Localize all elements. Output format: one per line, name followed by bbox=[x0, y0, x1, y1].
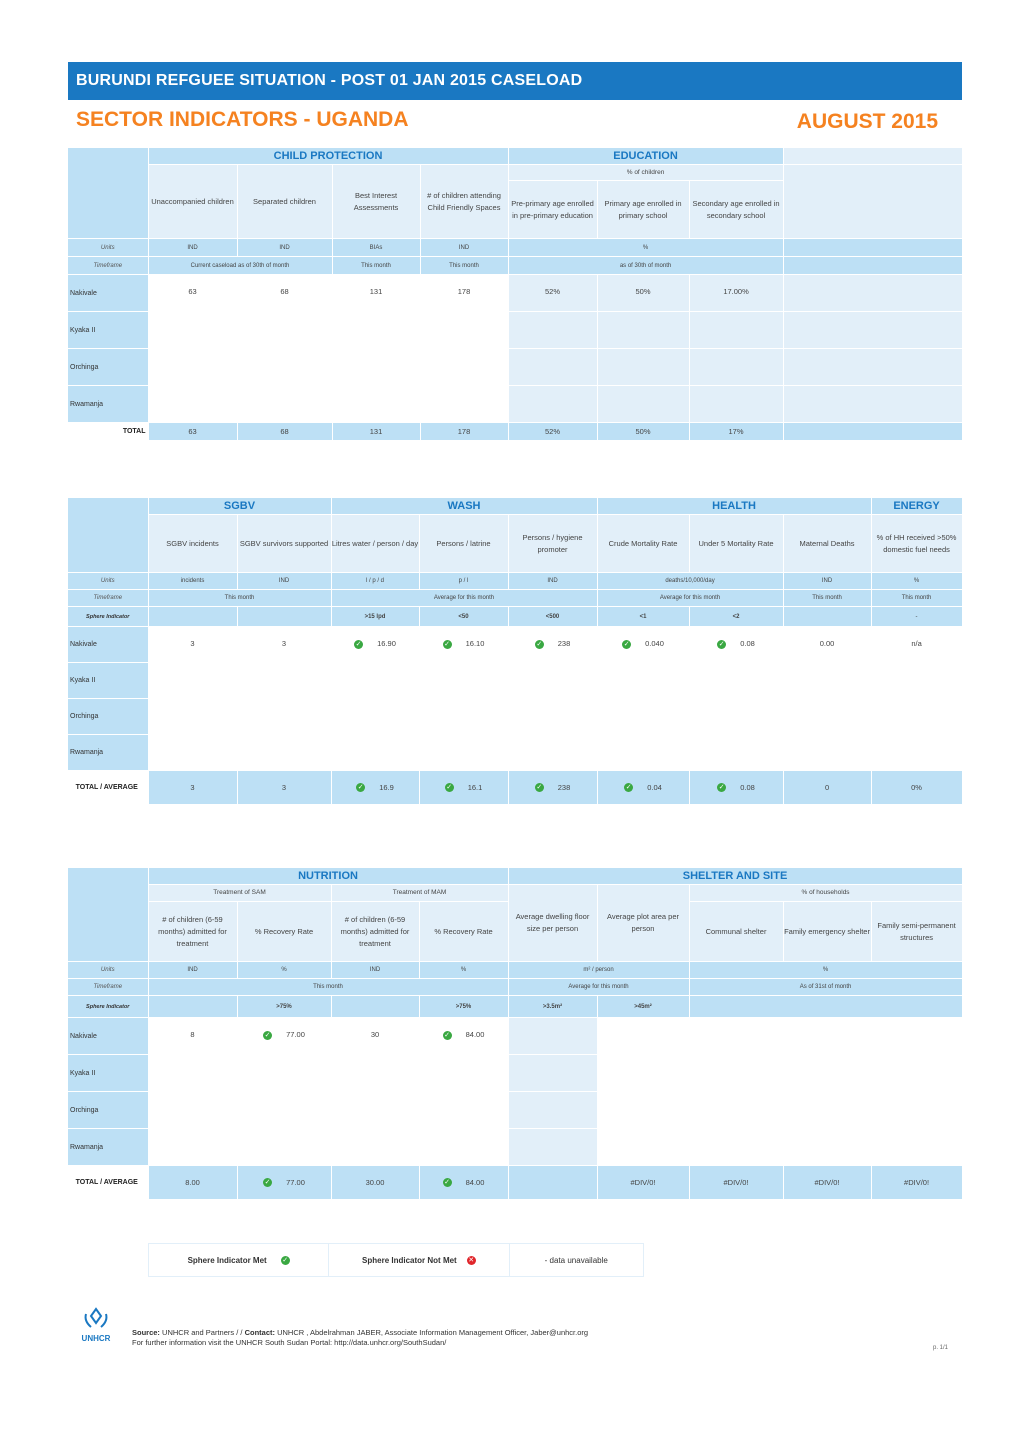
data-cell: 52% bbox=[508, 275, 597, 312]
total-cell: 3 bbox=[237, 771, 331, 805]
timeframe-cell: Average for this month bbox=[331, 590, 597, 607]
corner-cell bbox=[68, 148, 148, 239]
col-header: Family semi-permanent structures bbox=[871, 902, 962, 962]
timeframe-cell: This month bbox=[148, 590, 331, 607]
col-header: Pre-primary age enrolled in pre-primary education bbox=[508, 181, 597, 239]
col-header: Maternal Deaths bbox=[783, 515, 871, 573]
col-header: SGBV incidents bbox=[148, 515, 237, 573]
section-shelter: SHELTER AND SITE bbox=[508, 868, 962, 885]
check-icon: ✓ bbox=[623, 640, 630, 648]
report-month: AUGUST 2015 bbox=[796, 110, 938, 133]
col-header: Under 5 Mortality Rate bbox=[689, 515, 783, 573]
table-row bbox=[68, 735, 962, 771]
check-icon: ✓ bbox=[625, 784, 632, 792]
unit-cell: IND bbox=[237, 239, 332, 257]
site-label: Nakivale bbox=[68, 1018, 148, 1055]
timeframe-cell: Average for this month bbox=[597, 590, 783, 607]
check-icon: ✓ bbox=[282, 1256, 289, 1264]
table-row bbox=[68, 1092, 962, 1129]
total-label: TOTAL / AVERAGE bbox=[68, 771, 148, 805]
data-cell: 131 bbox=[332, 275, 420, 312]
sphere-cell: >75% bbox=[419, 996, 508, 1018]
section-nutrition: NUTRITION bbox=[148, 868, 508, 885]
table-row bbox=[68, 312, 962, 349]
section-education: EDUCATION bbox=[508, 148, 783, 165]
total-cell: ✓ 84.00 bbox=[419, 1166, 508, 1200]
check-icon: ✓ bbox=[446, 784, 453, 792]
table-row bbox=[68, 1055, 962, 1092]
data-cell: 63 bbox=[148, 275, 237, 312]
table-row bbox=[68, 275, 962, 312]
data-cell: 178 bbox=[420, 275, 508, 312]
site-label: Orchinga bbox=[68, 1092, 148, 1129]
total-row bbox=[68, 1166, 962, 1200]
total-label: TOTAL bbox=[68, 423, 148, 441]
total-cell: 63 bbox=[148, 423, 237, 441]
col-header: Crude Mortality Rate bbox=[597, 515, 689, 573]
check-icon: ✓ bbox=[444, 1031, 451, 1039]
table-row bbox=[68, 386, 962, 423]
col-header: # of children (6-59 months) admitted for treatment bbox=[148, 902, 237, 962]
data-cell: 3 bbox=[148, 627, 237, 663]
total-label: TOTAL / AVERAGE bbox=[68, 1166, 148, 1200]
site-label: Orchinga bbox=[68, 699, 148, 735]
col-header: # of children attending Child Friendly Spaces bbox=[420, 165, 508, 239]
table-row bbox=[68, 699, 962, 735]
nutrition-shelter-table bbox=[68, 868, 963, 1200]
table-row bbox=[68, 349, 962, 386]
edu-subheader: % of children bbox=[508, 165, 783, 181]
sphere-cell: <500 bbox=[508, 607, 597, 627]
units-label: Units bbox=[68, 573, 148, 590]
timeframe-label: Timeframe bbox=[68, 590, 148, 607]
data-cell: ✓ 84.00 bbox=[419, 1018, 508, 1055]
data-cell: ✓ 0.08 bbox=[689, 627, 783, 663]
units-label: Units bbox=[68, 239, 148, 257]
total-cell: 30.00 bbox=[331, 1166, 419, 1200]
sphere-cell: - bbox=[871, 607, 962, 627]
unit-cell: % bbox=[508, 239, 783, 257]
unit-cell: % bbox=[871, 573, 962, 590]
sphere-cell: >15 lpd bbox=[331, 607, 419, 627]
unit-cell: IND bbox=[148, 239, 237, 257]
sphere-cell: >45m² bbox=[597, 996, 689, 1018]
total-cell: ✓ 16.1 bbox=[419, 771, 508, 805]
total-cell: #DIV/0! bbox=[689, 1166, 783, 1200]
col-header: Persons / hygiene promoter bbox=[508, 515, 597, 573]
timeframe-label: Timeframe bbox=[68, 979, 148, 996]
data-cell: 50% bbox=[597, 275, 689, 312]
unit-cell: m² / person bbox=[508, 962, 689, 979]
table-row bbox=[68, 1129, 962, 1166]
legend-unavailable: - data unavailable bbox=[544, 1255, 608, 1265]
total-cell: 50% bbox=[597, 423, 689, 441]
child-education-table bbox=[68, 148, 963, 441]
timeframe-cell: This month bbox=[420, 257, 508, 275]
page-title: SECTOR INDICATORS - UGANDA bbox=[76, 108, 409, 131]
total-cell: 52% bbox=[508, 423, 597, 441]
data-cell: 3 bbox=[237, 627, 331, 663]
col-header: Unaccompanied children bbox=[148, 165, 237, 239]
timeframe-label: Timeframe bbox=[68, 257, 148, 275]
col-header: Primary age enrolled in primary school bbox=[597, 181, 689, 239]
unit-cell: l / p / d bbox=[331, 573, 419, 590]
site-label: Nakivale bbox=[68, 627, 148, 663]
timeframe-cell: as of 30th of month bbox=[508, 257, 783, 275]
section-child-protection: CHILD PROTECTION bbox=[148, 148, 508, 165]
total-cell: #DIV/0! bbox=[597, 1166, 689, 1200]
timeframe-cell: This month bbox=[783, 590, 871, 607]
data-cell: ✓ 238 bbox=[508, 627, 597, 663]
site-label: Rwamanja bbox=[68, 735, 148, 771]
col-header: Secondary age enrolled in secondary school bbox=[689, 181, 783, 239]
table-row bbox=[68, 663, 962, 699]
total-row bbox=[68, 771, 962, 805]
total-cell: 0% bbox=[871, 771, 962, 805]
cross-icon: ✕ bbox=[468, 1256, 475, 1264]
sphere-cell: >75% bbox=[237, 996, 331, 1018]
col-header: Persons / latrine bbox=[419, 515, 508, 573]
data-cell: 8 bbox=[148, 1018, 237, 1055]
unit-cell: IND bbox=[331, 962, 419, 979]
data-cell: n/a bbox=[871, 627, 962, 663]
check-icon: ✓ bbox=[444, 640, 451, 648]
check-icon: ✓ bbox=[718, 784, 725, 792]
hh-subheader: % of households bbox=[689, 885, 962, 902]
timeframe-cell: This month bbox=[148, 979, 508, 996]
site-label: Rwamanja bbox=[68, 1129, 148, 1166]
footer-text: Source: UNHCR and Partners / / Contact: UNHCR , Abdelrahman JABER, Associate Information Management Officer, Jaber@unhcr.org For further information visit the UNHCR South Sudan Portal: http://data.unhcr.org/SouthSudan/ bbox=[132, 1328, 589, 1347]
check-icon: ✓ bbox=[536, 640, 543, 648]
unhcr-emblem-icon bbox=[81, 1306, 111, 1330]
col-header: # of children (6-59 months) admitted for treatment bbox=[331, 902, 419, 962]
sphere-cell: >3.5m² bbox=[508, 996, 597, 1018]
col-header: Separated children bbox=[237, 165, 332, 239]
section-energy: ENERGY bbox=[871, 498, 962, 515]
col-header: SGBV survivors supported bbox=[237, 515, 331, 573]
table-row bbox=[68, 627, 962, 663]
mam-subheader: Treatment of MAM bbox=[331, 885, 508, 902]
total-cell: #DIV/0! bbox=[783, 1166, 871, 1200]
sphere-cell: <2 bbox=[689, 607, 783, 627]
total-cell: 0 bbox=[783, 771, 871, 805]
unit-cell: % bbox=[237, 962, 331, 979]
total-cell: 8.00 bbox=[148, 1166, 237, 1200]
timeframe-cell: As of 31st of month bbox=[689, 979, 962, 996]
unit-cell: IND bbox=[148, 962, 237, 979]
timeframe-cell: This month bbox=[871, 590, 962, 607]
total-cell: 17% bbox=[689, 423, 783, 441]
sphere-cell: <1 bbox=[597, 607, 689, 627]
units-label: Units bbox=[68, 962, 148, 979]
unit-cell: IND bbox=[508, 573, 597, 590]
data-cell: ✓ 0.040 bbox=[597, 627, 689, 663]
col-header: Average dwelling floor size per person bbox=[508, 885, 597, 962]
check-icon: ✓ bbox=[444, 1179, 451, 1187]
data-cell: 68 bbox=[237, 275, 332, 312]
total-cell: #DIV/0! bbox=[871, 1166, 962, 1200]
site-label: Kyaka II bbox=[68, 1055, 148, 1092]
unit-cell: deaths/10,000/day bbox=[597, 573, 783, 590]
total-cell: 68 bbox=[237, 423, 332, 441]
data-cell: 0.00 bbox=[783, 627, 871, 663]
section-wash: WASH bbox=[331, 498, 597, 515]
timeframe-cell: Current caseload as of 30th of month bbox=[148, 257, 332, 275]
total-cell: ✓ 0.08 bbox=[689, 771, 783, 805]
data-cell: 30 bbox=[331, 1018, 419, 1055]
site-label: Nakivale bbox=[68, 275, 148, 312]
total-cell: ✓ 16.9 bbox=[331, 771, 419, 805]
site-label: Rwamanja bbox=[68, 386, 148, 423]
check-icon: ✓ bbox=[536, 784, 543, 792]
legend-met: Sphere Indicator Met ✓ bbox=[149, 1244, 329, 1276]
col-header: Average plot area per person bbox=[597, 885, 689, 962]
legend bbox=[148, 1243, 644, 1277]
sphere-label: Sphere Indicator bbox=[68, 996, 148, 1018]
unit-cell: BIAs bbox=[332, 239, 420, 257]
col-header: Communal shelter bbox=[689, 902, 783, 962]
legend-not-met: Sphere Indicator Not Met ✕ bbox=[329, 1244, 509, 1276]
total-cell: ✓ 77.00 bbox=[237, 1166, 331, 1200]
col-header: Litres water / person / day bbox=[331, 515, 419, 573]
unit-cell: % bbox=[419, 962, 508, 979]
data-cell: ✓ 77.00 bbox=[237, 1018, 331, 1055]
unit-cell: IND bbox=[783, 573, 871, 590]
total-cell: ✓ 238 bbox=[508, 771, 597, 805]
section-sgbv: SGBV bbox=[148, 498, 331, 515]
unit-cell: IND bbox=[237, 573, 331, 590]
total-row bbox=[68, 423, 962, 441]
check-icon: ✓ bbox=[264, 1179, 271, 1187]
data-cell: ✓ 16.90 bbox=[331, 627, 419, 663]
sgbv-wash-health-energy-table bbox=[68, 498, 963, 805]
check-icon: ✓ bbox=[357, 784, 364, 792]
col-header: Family emergency shelter bbox=[783, 902, 871, 962]
total-cell: 131 bbox=[332, 423, 420, 441]
table-row bbox=[68, 1018, 962, 1055]
check-icon: ✓ bbox=[355, 640, 362, 648]
unhcr-logo: UNHCR bbox=[76, 1306, 116, 1350]
unit-cell: incidents bbox=[148, 573, 237, 590]
sam-subheader: Treatment of SAM bbox=[148, 885, 331, 902]
sphere-cell: <50 bbox=[419, 607, 508, 627]
check-icon: ✓ bbox=[264, 1031, 271, 1039]
site-label: Kyaka II bbox=[68, 312, 148, 349]
col-header: % Recovery Rate bbox=[237, 902, 331, 962]
sphere-label: Sphere Indicator bbox=[68, 607, 148, 627]
site-label: Orchinga bbox=[68, 349, 148, 386]
timeframe-cell: This month bbox=[332, 257, 420, 275]
col-header: Best Interest Assessments bbox=[332, 165, 420, 239]
total-cell: ✓ 0.04 bbox=[597, 771, 689, 805]
col-header: % of HH received >50% domestic fuel needs bbox=[871, 515, 962, 573]
timeframe-cell: Average for this month bbox=[508, 979, 689, 996]
report-banner: BURUNDI REFGUEE SITUATION - POST 01 JAN 2015 CASELOAD bbox=[68, 62, 962, 100]
col-header: % Recovery Rate bbox=[419, 902, 508, 962]
page-number: p. 1/1 bbox=[932, 1345, 948, 1351]
total-cell: 3 bbox=[148, 771, 237, 805]
data-cell: ✓ 16.10 bbox=[419, 627, 508, 663]
site-label: Kyaka II bbox=[68, 663, 148, 699]
unit-cell: % bbox=[689, 962, 962, 979]
check-icon: ✓ bbox=[718, 640, 725, 648]
total-cell: 178 bbox=[420, 423, 508, 441]
section-health: HEALTH bbox=[597, 498, 871, 515]
unit-cell: p / l bbox=[419, 573, 508, 590]
unit-cell: IND bbox=[420, 239, 508, 257]
data-cell: 17.00% bbox=[689, 275, 783, 312]
